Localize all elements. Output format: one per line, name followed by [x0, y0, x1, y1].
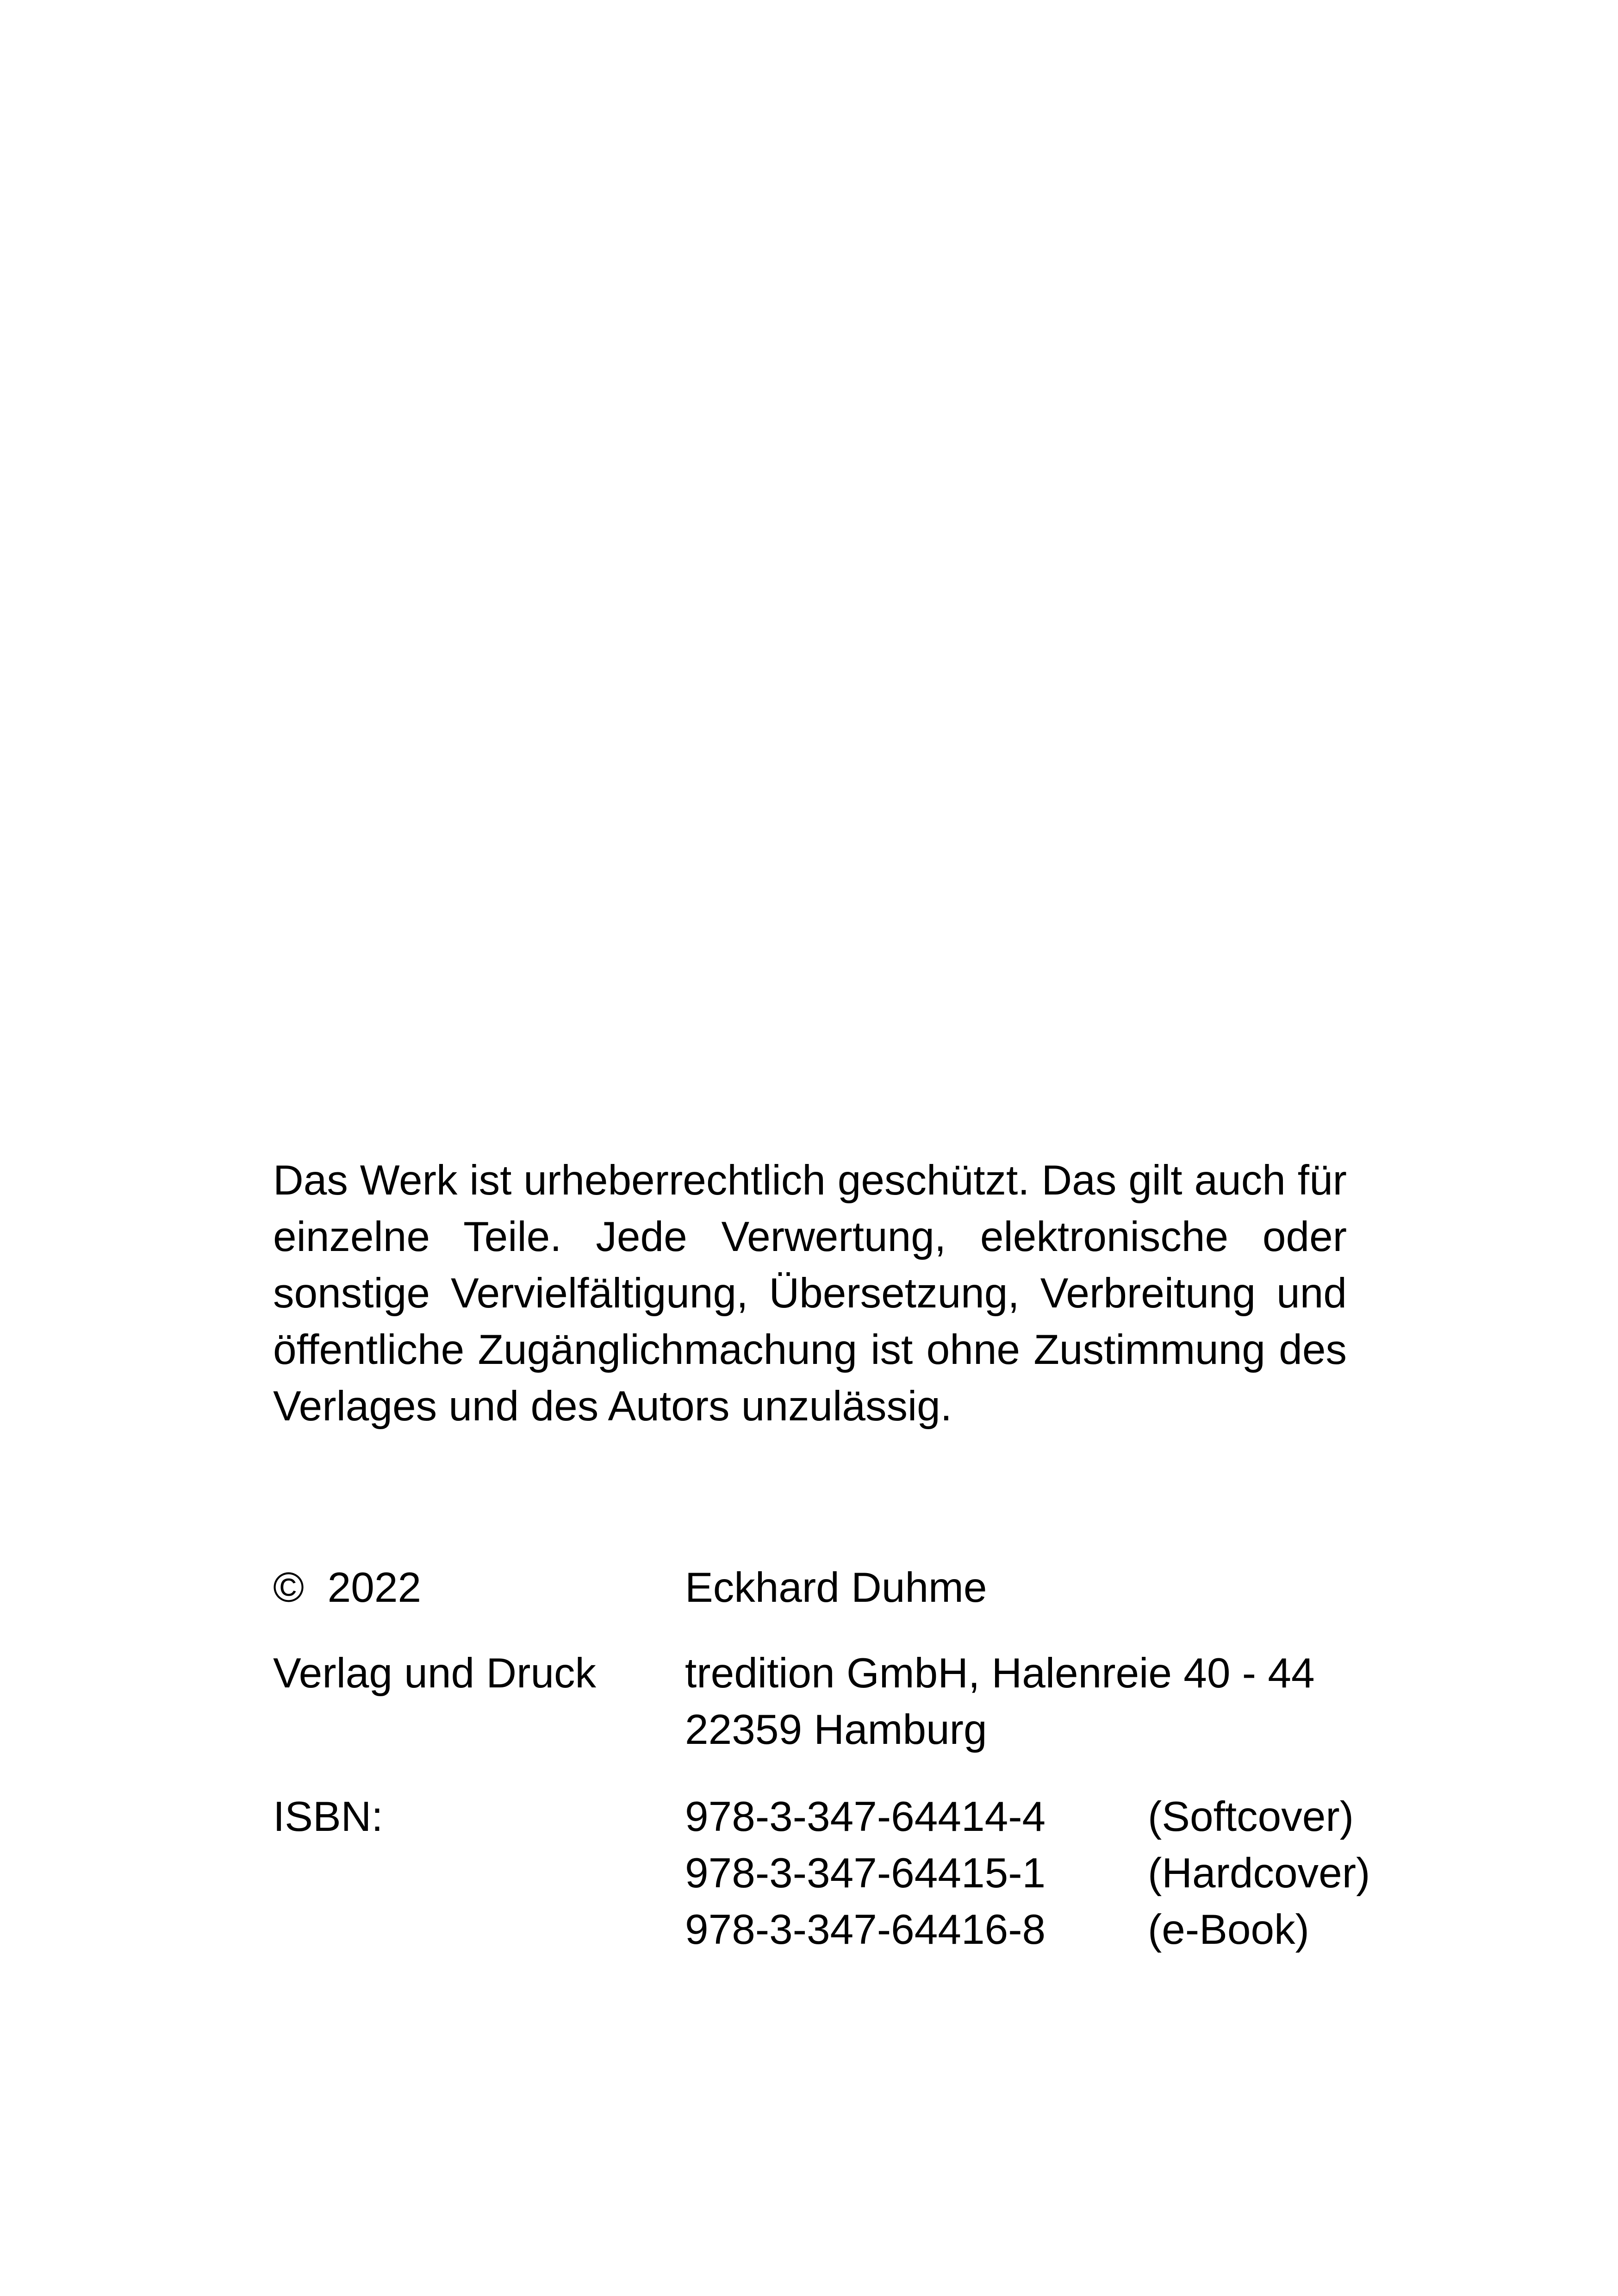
publisher-address	[685, 1645, 1315, 1758]
publisher-city-line: 22359 Hamburg	[685, 1706, 987, 1753]
copyright-label: © 2022	[273, 1564, 422, 1611]
isbn-label: ISBN:	[273, 1793, 383, 1840]
isbn-list	[685, 1789, 1370, 1958]
copyright-notice-paragraph: Das Werk ist urheberrechtlich geschützt. Das gilt auch für einzelne Teile. Jede Verwertung, elektronische oder sonstige Vervielfältigung, Übersetzung, Verbreitung und öffentliche Zugänglichmachung ist ohne Zustimmung des Verlages und des Autors unzulässig.	[273, 1157, 1347, 1430]
isbn-format: (e-Book)	[1148, 1906, 1309, 1953]
isbn-number: 978-3-347-64416-8	[685, 1906, 1046, 1953]
isbn-entry	[685, 1845, 1370, 1902]
isbn-number: 978-3-347-64414-4	[685, 1793, 1046, 1840]
isbn-format: (Hardcover)	[1148, 1850, 1370, 1897]
author-name: Eckhard Duhme	[685, 1564, 987, 1611]
isbn-entry	[685, 1789, 1370, 1845]
isbn-format: (Softcover)	[1148, 1793, 1354, 1840]
isbn-number: 978-3-347-64415-1	[685, 1850, 1046, 1897]
publisher-address-line: tredition GmbH, Halenreie 40 - 44	[685, 1650, 1315, 1697]
isbn-entry	[685, 1902, 1370, 1958]
publisher-label: Verlag und Druck	[273, 1650, 597, 1697]
